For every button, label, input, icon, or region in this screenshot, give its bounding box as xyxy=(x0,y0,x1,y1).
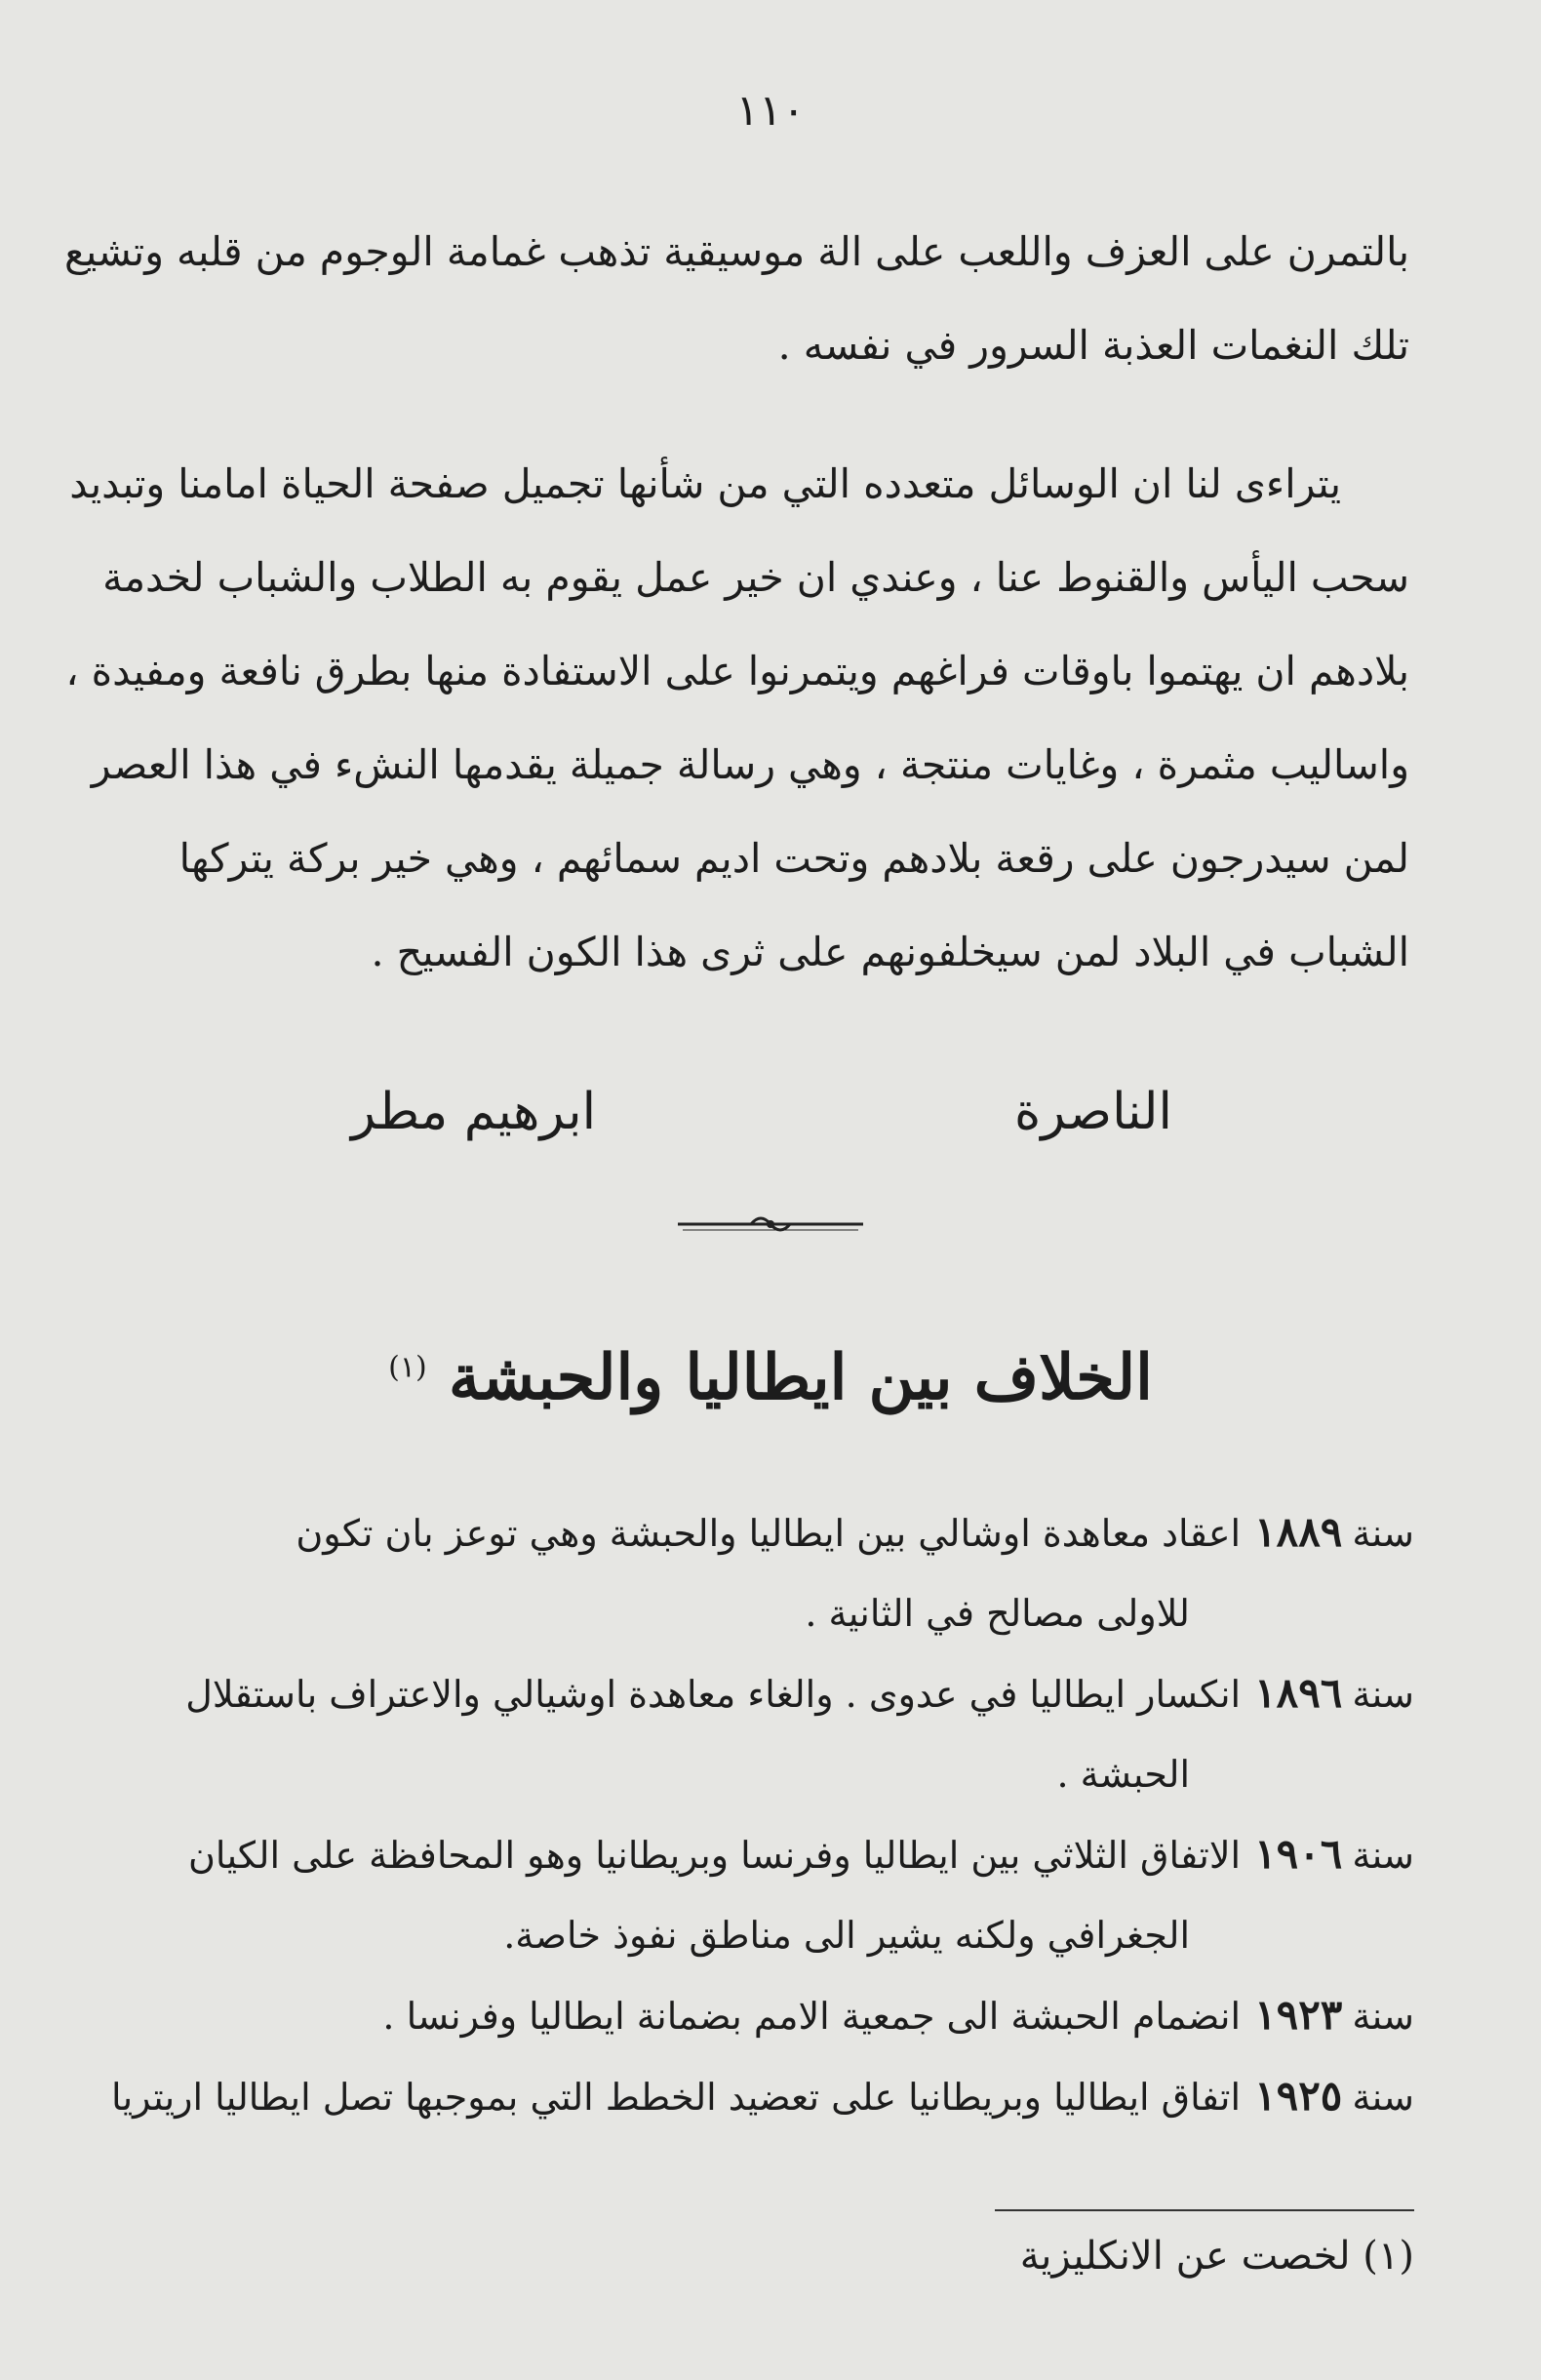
timeline-year: ١٨٩٦ xyxy=(1254,1669,1343,1717)
timeline-entry xyxy=(141,1653,1414,1814)
paragraph-line: بالتمرن على العزف واللعب على الة موسيقية تذهب غمامة الوجوم من قلبه وتشيع xyxy=(64,228,1409,275)
timeline-text: انكسار ايطاليا في عدوى . والغاء معاهدة اوشيالي والاعتراف باستقلال xyxy=(185,1673,1242,1716)
section-title-text: الخلاف بين ايطاليا والحبشة xyxy=(448,1341,1153,1414)
paragraph-line: لمن سيدرجون على رقعة بلادهم وتحت اديم سمائهم ، وهي خير بركة يتركها xyxy=(178,835,1409,882)
page-number: ١١٠ xyxy=(735,86,806,136)
section-title xyxy=(0,1341,1541,1414)
timeline-year: ١٩٠٦ xyxy=(1254,1830,1343,1878)
year-label: سنة xyxy=(1352,1834,1414,1877)
timeline-entry xyxy=(141,1975,1414,2056)
signature-author: ابرهيم مطر xyxy=(351,1083,597,1141)
paragraph-line: بلادهم ان يهتموا باوقات فراغهم ويتمرنوا على الاستفادة منها بطرق نافعة ومفيدة ، xyxy=(65,648,1409,694)
year-label: سنة xyxy=(1352,1995,1414,2038)
footnote-reference: (١) xyxy=(388,1350,427,1385)
footnote xyxy=(1020,2234,1414,2279)
timeline-list xyxy=(111,1492,1414,2137)
timeline-year: ١٩٢٣ xyxy=(1254,1991,1343,2039)
timeline-text: انضمام الحبشة الى جمعية الامم بضمانة ايطاليا وفرنسا . xyxy=(382,1995,1242,2038)
paragraph-line: سحب اليأس والقنوط عنا ، وعندي ان خير عمل يقوم به الطلاب والشباب لخدمة xyxy=(102,554,1409,601)
timeline-text: الحبشة . xyxy=(1056,1753,1190,1796)
timeline-entry xyxy=(141,1814,1414,1975)
timeline-year: ١٩٢٥ xyxy=(1254,2072,1343,2120)
timeline-entry xyxy=(141,1492,1414,1653)
timeline-text: الجغرافي ولكنه يشير الى مناطق نفوذ خاصة. xyxy=(503,1914,1190,1957)
timeline-row xyxy=(141,1653,1414,1734)
timeline-row xyxy=(141,1975,1414,2056)
timeline-row xyxy=(141,1814,1414,1895)
timeline-text: للاولى مصالح في الثانية . xyxy=(805,1592,1190,1635)
timeline-entry xyxy=(111,2056,1414,2137)
year-label: سنة xyxy=(1352,1673,1414,1716)
paragraph-2 xyxy=(65,437,1409,999)
footnote-text: لخصت عن الانكليزية xyxy=(1019,2234,1351,2279)
year-label: سنة xyxy=(1352,2076,1414,2119)
paragraph-line: يتراءى لنا ان الوسائل متعدده التي من شأنها تجميل صفحة الحياة امامنا وتبديد xyxy=(69,460,1341,507)
paragraph-line: تلك النغمات العذبة السرور في نفسه . xyxy=(777,322,1409,369)
timeline-row xyxy=(141,1492,1414,1573)
timeline-text: اعقاد معاهدة اوشالي بين ايطاليا والحبشة وهي توعز بان تكون xyxy=(296,1512,1242,1555)
ornament-divider-icon xyxy=(673,1210,868,1239)
timeline-text: الاتفاق الثلاثي بين ايطاليا وفرنسا وبريطانيا وهو المحافظة على الكيان xyxy=(187,1834,1242,1877)
paragraph-line: الشباب في البلاد لمن سيخلفونهم على ثرى هذا الكون الفسيح . xyxy=(371,929,1409,975)
year-label: سنة xyxy=(1352,1512,1414,1555)
signature-place: الناصرة xyxy=(1014,1083,1172,1141)
footnote-divider xyxy=(995,2209,1414,2211)
timeline-text: اتفاق ايطاليا وبريطانيا على تعضيد الخطط التي بموجبها تصل ايطاليا اريتريا xyxy=(111,2076,1242,2119)
timeline-row xyxy=(111,2056,1414,2137)
footnote-mark: (١) xyxy=(1363,2234,1414,2279)
paragraph-line: واساليب مثمرة ، وغايات منتجة ، وهي رسالة جميلة يقدمها النشء في هذا العصر xyxy=(91,741,1409,788)
paragraph-1 xyxy=(64,205,1409,392)
timeline-year: ١٨٨٩ xyxy=(1254,1508,1343,1556)
